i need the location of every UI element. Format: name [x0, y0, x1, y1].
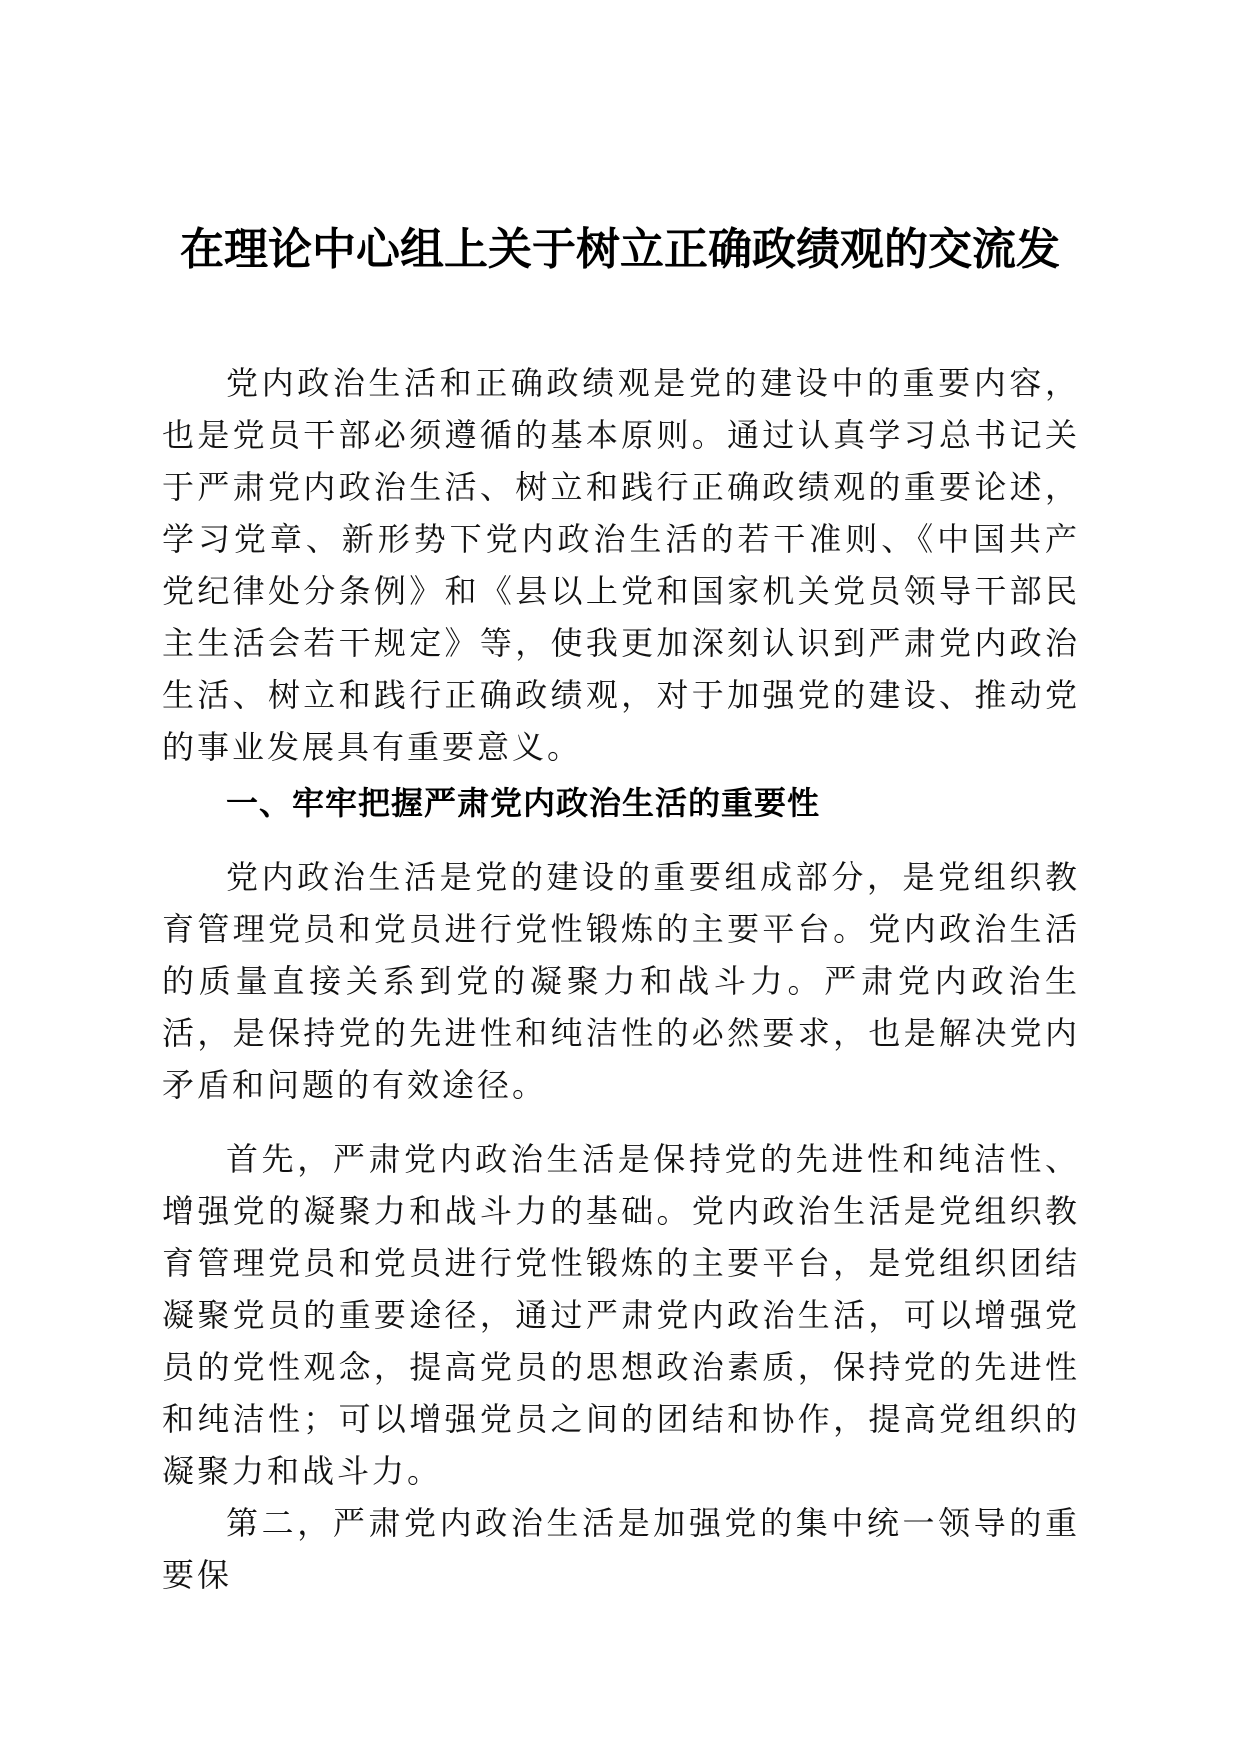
- paragraph-intro: 党内政治生活和正确政绩观是党的建设中的重要内容，也是党员干部必须遵循的基本原则。通过认真学习总书记关于严肃党内政治生活、树立和践行正确政绩观的重要论述，学习党章、新形势下党内政治生活的若干准则、《中国共产党纪律处分条例》和《县以上党和国家机关党员领导干部民主生活会若干规定》等，使我更加深刻认识到严肃党内政治生活、树立和践行正确政绩观，对于加强党的建设、推动党的事业发展具有重要意义。: [162, 364, 1080, 766]
- document-title: 在理论中心组上关于树立正确政绩观的交流发: [180, 224, 1060, 275]
- paragraph-first-point: 首先，严肃党内政治生活是保持党的先进性和纯洁性、增强党的凝聚力和战斗力的基础。党内政治生活是党组织教育管理党员和党员进行党性锻炼的主要平台，是党组织团结凝聚党员的重要途径，通过严肃党内政治生活，可以增强党员的党性观念，提高党员的思想政治素质，保持党的先进性和纯洁性；可以增强党员之间的团结和协作，提高党组织的凝聚力和战斗力。: [162, 1140, 1080, 1490]
- document-body: [162, 357, 1080, 1601]
- paragraph-section-1: 党内政治生活是党的建设的重要组成部分，是党组织教育管理党员和党员进行党性锻炼的主要平台。党内政治生活的质量直接关系到党的凝聚力和战斗力。严肃党内政治生活，是保持党的先进性和纯洁性的必然要求，也是解决党内矛盾和问题的有效途径。: [162, 858, 1080, 1104]
- paragraph-second-point: 第二，严肃党内政治生活是加强党的集中统一领导的重要保: [162, 1504, 1080, 1594]
- section-heading-1: 一、牢牢把握严肃党内政治生活的重要性: [226, 784, 821, 822]
